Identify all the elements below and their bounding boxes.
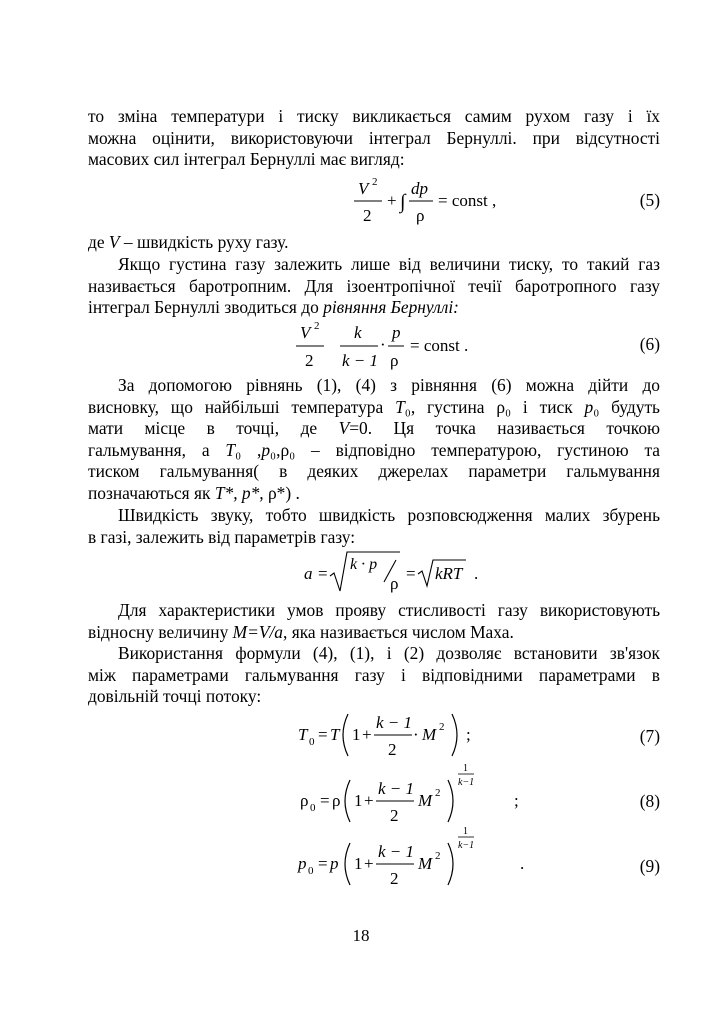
text-fragment: де [88,232,109,252]
eq7-num: k − 1 [376,713,413,732]
eqa-kRT: kRT [435,564,463,583]
eq9-plus: + [364,854,374,873]
text-line: між параметрами гальмування газу і відповідними параметрами в [88,664,660,685]
text-fragment: ρ*) . [263,482,300,503]
eq5-v: V [358,179,369,198]
text-line: тиском гальмування( в деяких джерелах параметри гальмування [88,461,660,482]
equation-6 [294,318,494,374]
eq9-one: 1 [354,854,363,873]
text-line: Для характеристики умов прояву стисливості газу використовують [118,600,660,620]
text-line [88,297,660,319]
text-line [88,483,660,505]
eq9-p0: p [298,854,307,873]
eq7-one: 1 [352,725,361,744]
eq7-den: 2 [388,740,397,759]
paragraph-2 [88,232,660,254]
text-fragment: рівняння Бернуллі: [323,297,459,318]
text-line [88,622,660,644]
eq5-two: 2 [363,206,372,225]
eq8-den: 2 [390,806,399,825]
text-line [88,397,660,419]
eq9-exp-num: 1 [463,826,468,837]
text-fragment: T [225,439,236,460]
equation-7 [294,708,494,762]
eq5-integral: ∫ [400,191,406,213]
equation-number-8: (8) [639,791,660,811]
eq9-p: p [330,854,339,873]
eq9-left-paren [345,843,350,885]
eqa-kp: k · p [350,556,378,573]
equation-number-9: (9) [639,856,660,876]
eq6-rho: ρ [390,351,399,370]
eq9-num: k − 1 [378,842,415,861]
eq9-right-paren [448,843,453,885]
equation-5 [350,174,520,230]
eq7-semi: ; [466,725,471,744]
paragraph-1 [88,106,660,171]
eqa-dot: . [474,564,479,583]
text-fragment: ₀,ρ₀ – відповідно температурою, густиною та [270,439,660,460]
text-fragment: мати місце в точці, де [88,418,339,439]
text-fragment: відносну величину [88,621,233,642]
eq5-rhs: = const , [438,191,497,210]
text-fragment: – швидкість руху газу. [119,232,289,252]
text-line: За допомогою рівнянь (1), (4) з рівняння (6) можна дійти до [118,375,660,395]
text-line [88,418,660,440]
eq6-dot: · [380,335,386,354]
text-fragment: V [338,418,350,439]
equation-8 [296,762,536,832]
eq9-sq: 2 [435,850,441,862]
equation-speed-of-sound [300,548,490,596]
eq8-num: k − 1 [378,779,415,798]
eq8-semi: ; [514,791,519,810]
paragraph-7 [88,643,660,708]
eq8-exp-den: k−1 [458,777,475,788]
text-line: довільній точці потоку: [88,686,262,707]
text-line: Швидкість звуку, тобто швидкість розповсюдження малих збурень [118,505,660,525]
text-fragment: висновку, що найбільші температура [88,396,396,417]
text-line: можна оцінити, використовуючи інтеграл Бернуллі. при відсутності [88,127,660,148]
eq9-den: 2 [390,869,399,888]
eq5-dp: dp [411,179,428,198]
eq8-rho: ρ [332,791,341,810]
text-line: то зміна температури і тиску викликається самим рухом газу і їх [88,106,660,126]
eq9-dot: . [520,854,525,873]
text-fragment: інтеграл Бернуллі зводиться до [88,297,324,318]
text-fragment: =0. Ця точка називається точкою [349,418,661,439]
text-fragment: гальмування, а [88,439,226,460]
text-fragment: , яка називається числом Маха. [283,621,514,642]
eq6-p: p [392,323,401,342]
eqa-a: a [304,564,313,583]
text-fragment: , густина ρ₀ і тиск [410,396,585,417]
text-fragment: T*, p*, [214,482,264,503]
eq7-left-paren [343,714,348,756]
eq7-T0: T [298,725,308,744]
eq6-two: 2 [305,351,314,370]
paragraph-6 [88,600,660,643]
text-fragment: ₀ будуть [593,396,660,417]
text-fragment: M=V/a [232,621,283,642]
eq7-right-paren [452,714,457,756]
eqa-eq-2: = [406,564,416,583]
eq7-sq: 2 [439,721,445,733]
eq6-rhs: = const . [410,336,469,355]
eqa-rho: ρ [390,574,399,593]
eq6-k: k [354,323,362,342]
text-fragment: ₀ , [235,439,262,460]
text-fragment: p [584,396,594,417]
text-fragment: T [395,396,405,417]
text-fragment: V [108,232,120,252]
eq9-sub: 0 [308,865,314,877]
eq8-exp-num: 1 [463,763,468,774]
equation-9 [294,825,544,895]
eq7-dot: · [413,725,419,744]
text-line [88,440,660,462]
eq5-plus: + [387,191,397,210]
eq9-eq: = [318,854,328,873]
eq5-rho: ρ [416,206,425,225]
equation-number-7: (7) [639,726,660,746]
eq7-M: M [422,725,437,744]
eq8-right-paren [448,780,453,822]
eq7-plus: + [362,725,372,744]
eq8-eq: = [320,791,330,810]
eq8-left-paren [345,780,350,822]
eq8-M: M [418,791,433,810]
eq7-T: T [330,725,340,744]
text-line: Якщо густина газу залежить лише від величини тиску, то такий газ [118,254,660,274]
eq7-sub: 0 [309,736,315,748]
text-fragment: p [261,439,271,460]
text-line: масових сил інтеграл Бернуллі має вигляд: [88,149,405,170]
eq8-one: 1 [354,791,363,810]
paragraph-4 [88,375,660,505]
eq8-sub: 0 [310,802,316,814]
text-line: називається баротропним. Для ізоентропічної течії баротропного газу [88,275,660,296]
text-fragment: ₀ [404,396,411,417]
text-line: в газі, залежить від параметрів газу: [88,526,356,547]
eqa-eq: = [318,564,328,583]
text-line: Використання формули (4), (1), і (2) дозволяє встановити зв'язок [118,643,660,663]
equation-number-5: (5) [639,190,660,210]
eq6-sq: 2 [314,320,320,332]
eq8-plus: + [364,791,374,810]
equation-number-6: (6) [639,334,660,354]
eq7-eq: = [318,725,328,744]
paragraph-5 [88,505,660,548]
text-fragment: позначаються як [88,482,215,503]
eq8-rho0: ρ [300,791,309,810]
paragraph-3 [88,254,660,319]
eq6-v: V [300,323,311,342]
eq6-kminus: k − 1 [342,351,379,370]
eq9-M: M [418,854,433,873]
eq9-exp-den: k−1 [458,840,475,851]
page-number: 18 [352,926,370,945]
eq8-sq: 2 [435,787,441,799]
eq5-sq: 2 [372,176,378,188]
